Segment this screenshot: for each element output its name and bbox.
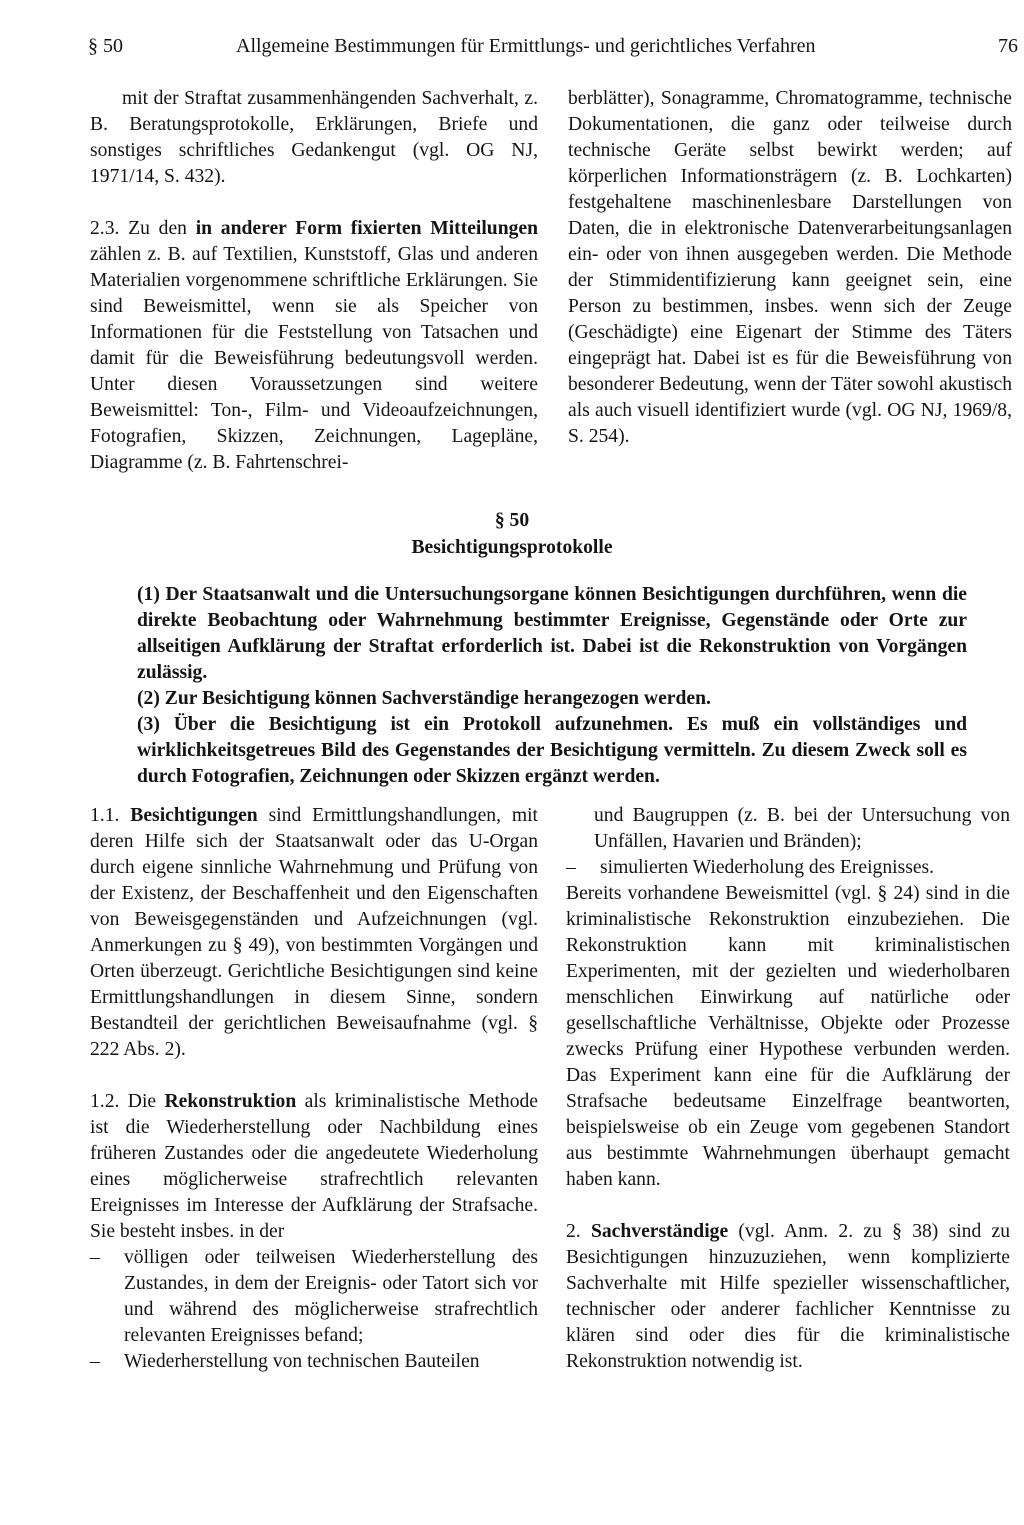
header-title: Allgemeine Bestimmungen für Ermittlungs- und gerichtliches Verfahren <box>236 35 816 57</box>
list-item-text: Wiederherstellung von technischen Bauteilen <box>124 1351 480 1372</box>
paragraph-continuation: berblätter), Sonagramme, Chromatogramme, technische Dokumentationen, die ganz oder teilweise durch technische Geräte selbst bewirkt werden; auf körperlichen Informationsträgern (z. B. Lochkarten) festgehaltene maschinenlesbare Darstellungen von Daten, die in elektronische Datenverarbeitungsanlagen ein- oder von ihnen ausgegeben werden. Die Methode der Stimmidentifizierung kann geeignet sein, eine Person zu bestimmen, insbes. wenn sich der Zeuge (Geschädigte) eine Eigenart der Stimme des Täters eingeprägt hat. Dabei ist es für die Beweisführung von besonderer Bedeutung, wenn der Täter sowohl akustisch als auch visuell identifiziert wurde (vgl. OG NJ, 1969/8, S. 254). <box>568 88 1012 447</box>
top-right-column <box>568 86 1012 450</box>
list-item <box>90 1245 538 1349</box>
page-number: 76 <box>998 35 1018 57</box>
paragraph-text: als kriminalistische Methode ist die Wiederherstellung oder Nachbildung eines früheren Zustandes oder die angedeutete Wiederholung eines möglicherweise strafrechtlich relevanten Ereignisses im Interesse der Aufklärung der Strafsache. Sie besteht insbes. in der <box>90 1091 538 1242</box>
dash-bullet: – <box>566 857 576 878</box>
list-item <box>566 855 1010 881</box>
paragraph-continuation: mit der Straftat zusammenhängenden Sachverhalt, z. B. Beratungsprotokolle, Erklärungen, Briefe und sonstiges schriftliches Gedankengut (vgl. OG NJ, 1971/14, S. 432). <box>90 88 538 187</box>
paragraph-1-1 <box>90 803 538 1063</box>
bottom-left-column <box>90 803 538 1375</box>
paragraph-1-2 <box>90 1089 538 1245</box>
paragraph-text: Zu den <box>128 218 196 239</box>
list-item <box>90 1349 538 1375</box>
paragraph-text: zählen z. B. auf Textilien, Kunststoff, Glas und anderen Materialien vorgenommene schriftliche Erklärungen. Sie sind Beweismittel, wenn sie als Speicher von Informationen für die Feststellung von Tatsachen und damit für die Beweisführung bedeutungsvoll werden. Unter diesen Voraussetzungen sind weitere Beweismittel: Ton-, Film- und Videoaufzeichnungen, Fotografien, Skizzen, Zeichnungen, Lagepläne, Diagramme (z. B. Fahrtenschrei- <box>90 244 538 473</box>
dash-bullet: – <box>90 1247 100 1268</box>
paragraph-text: Bereits vorhandene Beweismittel (vgl. § 24) sind in die kriminalistische Rekonstruktion einzubeziehen. Die Rekonstruktion kann mit kriminalistischen Experimenten, mit der gezielten und wiederholbaren menschlichen Einwirkung auf natürliche oder gesellschaftliche Verhältnisse, Objekte oder Prozesse zwecks Prüfung einer Hypothese verbunden werden. Das Experiment kann eine für die Aufklärung der Strafsache bedeutsame Einzelfrage beantworten, beispielsweise ob ein Zeuge vom gegebenen Standort aus bestimmte Wahrnehmungen überhaupt gemacht haben kann. <box>566 883 1010 1190</box>
paragraph-2 <box>566 1219 1010 1375</box>
bold-term: in anderer Form fixierten Mitteilungen <box>195 218 538 239</box>
paragraph-text: Die <box>127 1091 165 1112</box>
list-item-continuation: und Baugruppen (z. B. bei der Untersuchung von Unfällen, Havarien und Bränden); <box>594 805 1010 852</box>
dash-bullet: – <box>90 1351 100 1372</box>
bold-term: Sachverständige <box>590 1221 729 1242</box>
list-item-text: simulierten Wiederholung des Ereignisses. <box>600 857 935 878</box>
bold-term: Besichtigungen <box>130 805 258 826</box>
law-paragraph-3: (3) Über die Besichtigung ist ein Protokoll aufzunehmen. Es muß ein vollständiges und wirklichkeitsgetreues Bild des Gegenstandes der Besichtigung vermitteln. Zu diesem Zweck soll es durch Fotografien, Zeichnungen oder Skizzen ergänzt werden. <box>137 714 967 787</box>
paragraph-number: 1.2. <box>90 1091 120 1112</box>
law-text <box>137 582 967 790</box>
section-number: § 50 <box>494 510 530 531</box>
law-paragraph-2: (2) Zur Besichtigung können Sachverständige herangezogen werden. <box>137 688 711 709</box>
list-item-text: völligen oder teilweisen Wiederherstellung des Zustandes, in dem der Ereignis- oder Tatort sich vor und während des möglicherweise strafrechtlich relevanten Ereignisses befand; <box>124 1247 538 1346</box>
paragraph-2-3 <box>90 216 538 476</box>
paragraph-number: 1.1. <box>90 805 120 826</box>
bottom-right-column <box>566 803 1010 1375</box>
paragraph-text: (vgl. Anm. 2. zu § 38) sind zu Besichtigungen hinzuzuziehen, wenn komplizierte Sachverhalte mit Hilfe spezieller wissenschaftlicher, technischer oder anderer fachlicher Kenntnisse zu klären sind oder dies für die kriminalistische Rekonstruktion notwendig ist. <box>566 1221 1010 1372</box>
paragraph-number: 2.3. <box>90 218 120 239</box>
paragraph-number: 2. <box>566 1221 581 1242</box>
paragraph-text: sind Ermittlungshandlungen, mit deren Hilfe sich der Staatsanwalt oder das U-Organ durch eigene sinnliche Wahrnehmung und Prüfung von der Existenz, der Beschaffenheit und den Eigenschaften von Beweisgegenständen und Aufzeichnungen (vgl. Anmerkungen zu § 49), von bestimmten Vorgängen und Orten überzeugt. Gerichtliche Besichtigungen sind keine Ermittlungshandlungen in diesem Sinne, sondern Bestandteil der gerichtlichen Beweisaufnahme (vgl. § 222 Abs. 2). <box>90 805 539 1060</box>
header-section-number: § 50 <box>88 35 123 57</box>
law-paragraph-1: (1) Der Staatsanwalt und die Untersuchungsorgane können Besichtigungen durchführen, wenn die direkte Beobachtung oder Wahrnehmung bestimmter Ereignisse, Gegenstände oder Orte zur allseitigen Aufklärung der Straftat erforderlich ist. Dabei ist die Rekonstruktion von Vorgängen zulässig. <box>137 584 967 683</box>
section-title: Besichtigungsprotokolle <box>411 537 613 558</box>
top-left-column <box>90 86 538 476</box>
bold-term: Rekonstruktion <box>164 1091 297 1112</box>
page-header <box>88 33 1018 63</box>
